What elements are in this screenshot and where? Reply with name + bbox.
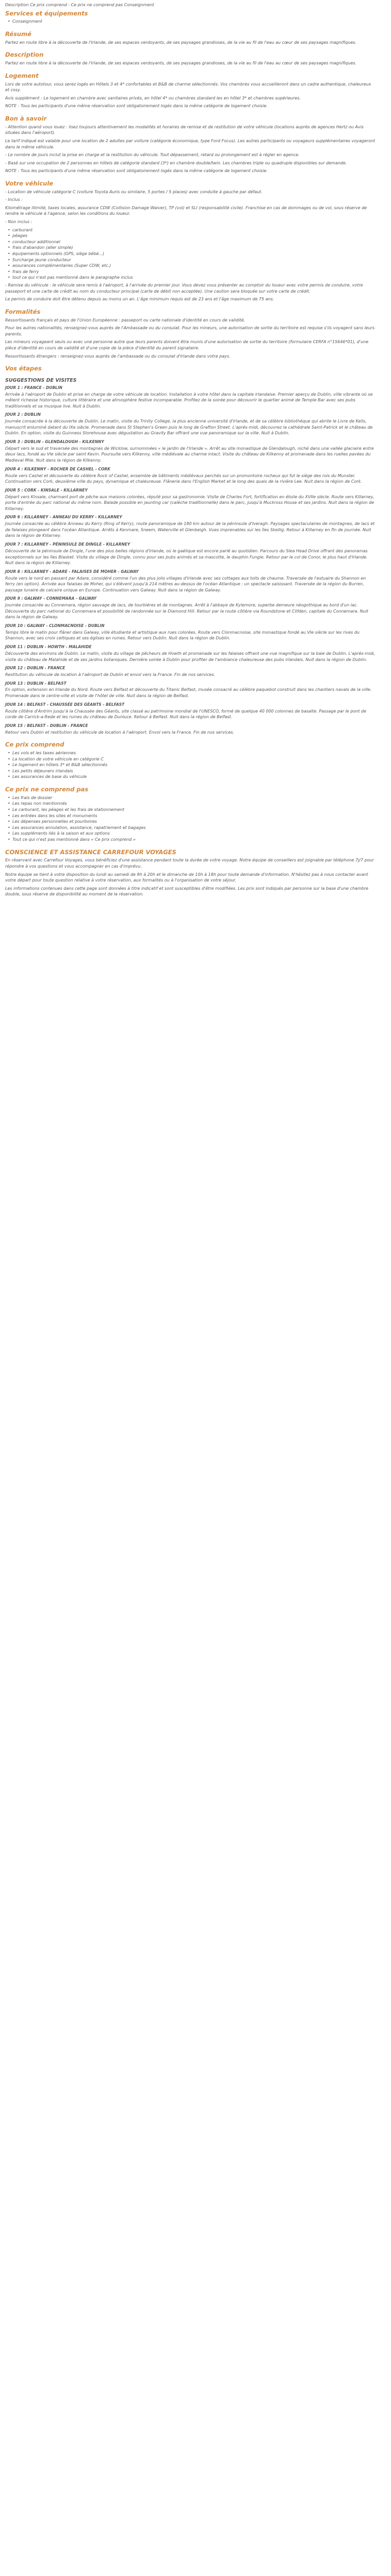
day-heading: JOUR 3 : DUBLIN - GLENDALOUGH - KILKENNY [5, 439, 104, 445]
list-item: • équipements optionnels (GPS, siège bébé...) [12, 251, 376, 257]
itinerary-day [5, 515, 376, 539]
bon-a-savoir-title: Bon à savoir [5, 114, 47, 122]
day-text: Découverte des environs de Dublin. Le matin, visite du village de pêcheurs de Howth et promenade sur les falaises offrant une vue magnifique sur la baie de Dublin. L'après-midi, visite du château de Malahide et de ses jardins botaniques. Dernière soirée à Dublin pour profiter de l'ambiance chaleureuse des pubs irlandais. Nuit dans la région de Dublin. [5, 651, 376, 662]
bon-a-savoir-paragraph: - Le nombre de jours inclut la prise en charge et la restitution du véhicule. Tout dépassement, retard ou prolongement est à régler en agence. [5, 152, 300, 158]
day-text: Restitution du véhicule de location à l'aéroport de Dublin et envol vers la France. Fin de nos services. [5, 672, 216, 677]
itinerary-day [5, 542, 376, 566]
resume-title: Résumé [5, 30, 31, 38]
vehicule-inclus-label: - Inclus : [5, 197, 23, 202]
list-item: • péages [12, 233, 376, 239]
day-heading: JOUR 5 : CORK - KINSALE - KILLARNEY [5, 487, 88, 493]
description-text: Partez en route libre à la découverte de l'Irlande, de ses espaces verdoyants, de ses paysages grandioses, de la vie au fil de l'eau au cœur de ses paysages magnifiques. [5, 61, 356, 66]
assistance-paragraph: Notre équipe se tient à votre disposition du lundi au samedi de 9h à 20h et le dimanche de 10h à 18h pour toute demande d'information. N'hésitez pas à nous contacter avant votre départ pour toute question relative à votre réservation, aux formalités ou à l'organisation de votre séjour. [5, 872, 368, 883]
itinerary-day [5, 385, 376, 410]
day-heading: JOUR 8 : KILLARNEY - ADARE - FALAISES DE MOHER - GALWAY [5, 569, 139, 574]
list-item: • Le logement en hôtels 3* et B&B sélectionnés [12, 762, 376, 768]
itinerary-day [5, 439, 376, 464]
non-inclus-title: Ce prix ne comprend pas [5, 785, 89, 793]
day-text: Découverte de la péninsule de Dingle, l'une des plus belles régions d'Irlande, où le gaélique est encore parlé au quotidien. Parcours du Slea Head Drive offrant des panoramas exceptionnels sur les îles Blasket. Visite du village de Dingle, connu pour ses pubs animés et sa mascotte, le dauphin Fungie. Retour par le col de Conor, le plus haut d'Irlande. Nuit dans la région de Killarney. [5, 548, 368, 566]
itinerary-day [5, 596, 376, 620]
itinerary-day [5, 666, 376, 677]
formalites-paragraph: Ressortissants français et pays de l'Union Européenne : passeport ou carte nationale d'identité en cours de validité. [5, 317, 246, 323]
list-item: • carburant [12, 227, 376, 233]
day-heading: JOUR 4 : KILKENNY - ROCHER DE CASHEL - CORK [5, 466, 110, 471]
itinerary-day [5, 702, 376, 720]
day-heading: JOUR 15 : BELFAST - DUBLIN - FRANCE [5, 723, 88, 728]
list-item: • Tout ce qui n'est pas mentionné dans « Ce prix comprend » [12, 837, 376, 843]
day-text: Route vers Cashel et découverte du célèbre Rock of Cashel, ensemble de bâtiments médiévaux perchés sur un promontoire rocheux qui fut le siège des rois du Munster. Continuation vers Cork, deuxième ville du pays, dynamique et chaleureuse. Flânerie dans l'English Market et le long des quais de la rivière Lee. Nuit dans la région de Cork. [5, 473, 362, 484]
list-item: • Surcharge jeune conducteur [12, 257, 376, 263]
list-item: • conducteur additionnel [12, 239, 376, 245]
day-text: Arrivée à l'aéroport de Dublin et prise en charge de votre véhicule de location. Installation à votre hôtel dans la capitale irlandaise. Premier aperçu de Dublin, ville vibrante où se mêlent richesse historique, culture littéraire et une atmosphère festive incomparable. Profitez de la soirée pour découvrir le quartier animé de Temple Bar avec ses pubs traditionnels et sa musique live. Nuit à Dublin. [5, 392, 373, 409]
bon-a-savoir-paragraph: Le tarif indiqué est valable pour une location de 2 adultes par voiture (catégorie économique, type Ford Focus). Les autres participants ou voyageurs supplémentaires voyageront dans le même véhicule. [5, 138, 376, 149]
day-text: En option, extension en Irlande du Nord. Route vers Belfast et découverte du Titanic Belfast, musée consacré au célèbre paquebot construit dans les chantiers navals de la ville. Promenade dans le centre-ville et visite de l'hôtel de ville. Nuit dans la région de Belfast. [5, 687, 372, 699]
logement-paragraph: Lors de votre autotour, vous serez logés en Hôtels 3 et 4* confortables et B&B de charme sélectionnés. Vos chambres vous accueilleront dans un cadre authentique, chaleureux et cosy. [5, 81, 371, 93]
formalites-title: Formalités [5, 308, 41, 315]
day-text: Départ vers le sud et traversée des montagnes de Wicklow, surnommées « le jardin de l'Irlande ». Arrêt au site monastique de Glendalough, niché dans une vallée glaciaire entre deux lacs, fondé au VIe siècle par saint Kevin. Poursuite vers Kilkenny, ville médiévale au charme intact. Visite du château de Kilkenny et promenade dans les ruelles pavées du Medieval Mile. Nuit dans la région de Kilkenny. [5, 446, 374, 463]
list-item: • La location de votre véhicule en catégorie C [12, 756, 376, 762]
vehicule-paragraph: Kilométrage illimité, taxes locales, assurance CDW (Collision Damage Waiver), TP (vol) et SLI (responsabilité civile). Franchise en cas de dommages ou de vol, sous réserve de rendre le véhicule à l'agence, selon les conditions du loueur. [5, 205, 367, 216]
day-heading: JOUR 12 : DUBLIN - FRANCE [5, 666, 66, 671]
day-text: Temps libre le matin pour flâner dans Galway, ville étudiante et artistique aux rues colorées. Route vers Clonmacnoise, site monastique fondé au VIe siècle sur les rives du Shannon, avec ses croix celtiques et ses églises en ruines. Retour vers Dublin. Nuit dans la région de Dublin. [5, 630, 360, 641]
list-item: • Les suppléments liés à la saison et aux options [12, 831, 376, 837]
day-heading: JOUR 10 : GALWAY - CLONMACNOISE - DUBLIN [5, 623, 105, 629]
logement-note: NOTE : Tous les participants d'une même réservation sont obligatoirement logés dans la même catégorie de logement choisie. [5, 104, 268, 109]
list-item: • Les frais de dossier [12, 795, 376, 801]
bon-a-savoir-paragraph: - Basé sur une occupation de 2 personnes en hôtels de catégorie standard (3*) en chambre double/twin. Les chambres triple ou quadruple disponibles sur demande. [5, 160, 347, 165]
day-text: Départ vers Kinsale, charmant port de pêche aux maisons colorées, réputé pour sa gastronomie. Visite de Charles Fort, fortification en étoile du XVIIe siècle. Route vers Killarney, porte d'entrée du parc national du même nom. Balade possible en jaunting car (calèche traditionnelle) dans le parc, jusqu'à Muckross House et ses jardins. Nuit dans la région de Killarney. [5, 494, 374, 511]
day-heading: JOUR 9 : GALWAY - CONNEMARA - GALWAY [5, 596, 97, 601]
day-text: Journée consacrée au célèbre Anneau du Kerry (Ring of Kerry), route panoramique de 180 km autour de la péninsule d'Iveragh. Paysages spectaculaires de montagnes, de lacs et de falaises plongeant dans l'océan Atlantique. Arrêts à Kenmare, Sneem, Waterville et Glenbeigh. Vues imprenables sur les îles Skellig. Retour à Killarney en fin de journée. Nuit dans la région de Killarney. [5, 521, 375, 538]
vehicule-paragraph: - Location de véhicule catégorie C (voiture Toyota Auris ou similaire, 5 portes / 5 places) avec conduite à gauche par défaut. [5, 189, 263, 194]
itinerary-day [5, 467, 376, 485]
vehicule-non-inclus-list [5, 227, 376, 281]
day-heading: JOUR 1 : FRANCE - DUBLIN [5, 385, 62, 390]
itinerary-day [5, 488, 376, 512]
formalites-paragraph: Les mineurs voyageant seuls ou avec une personne autre que leurs parents doivent être munis d'une autorisation de sortie du territoire (formulaire CERFA n°15646*01), d'une pièce d'identité en cours de validité et d'une copie de la pièce d'identité du parent signataire. [5, 340, 369, 350]
day-text: Journée consacrée au Connemara, région sauvage de lacs, de tourbières et de montagnes. Arrêt à l'abbaye de Kylemore, superbe demeure néogothique au bord d'un lac. Découverte du parc national du Connemara et possibilité de randonnée sur le Diamond Hill. Retour par la route côtière via Roundstone et Clifden, capitale du Connemara. Nuit dans la région de Galway. [5, 603, 368, 620]
non-inclus-list [5, 795, 376, 843]
day-heading: JOUR 2 : DUBLIN [5, 412, 41, 417]
day-text: Retour vers Dublin et restitution du véhicule de location à l'aéroport. Envol vers la France. Fin de nos services. [5, 730, 234, 735]
services-title: Services et équipements [5, 9, 88, 17]
itinerary-day [5, 723, 376, 735]
list-item: • Les assurances annulation, assistance, rapatriement et bagages [12, 825, 376, 831]
list-item: • Les dépenses personnelles et pourboires [12, 819, 376, 825]
day-text: Route côtière d'Antrim jusqu'à la Chaussée des Géants, site classé au patrimoine mondial de l'UNESCO, formé de quelque 40 000 colonnes de basalte. Passage par le pont de corde de Carrick-a-Rede et les ruines du château de Dunluce. Retour à Belfast. Nuit dans la région de Belfast. [5, 708, 367, 720]
day-text: Journée consacrée à la découverte de Dublin. Le matin, visite du Trinity College, la plus ancienne université d'Irlande, et de sa célèbre bibliothèque qui abrite le Livre de Kells, manuscrit enluminé datant du IXe siècle. Promenade dans St Stephen's Green puis le long de Grafton Street. L'après-midi, découvrez la cathédrale Saint-Patrick et le château de Dublin. En option, visite du Guinness Storehouse avec dégustation au Gravity Bar offrant une vue panoramique sur la ville. Nuit à Dublin. [5, 419, 373, 436]
assistance-title: CONSCIENCE ET ASSISTANCE CARREFOUR VOYAGES [5, 848, 176, 856]
vehicule-paragraph: - Remise du véhicule : le véhicule sera remis à l'aéroport, à l'arrivée du premier jour. Vous devez vous présenter au comptoir du loueur avec votre permis de conduire, votre passeport et une carte de crédit au nom du conducteur principal (carte de débit non acceptée). Une caution sera bloquée sur votre carte de crédit. [5, 283, 363, 294]
etapes-subtitle: SUGGESTIONS DE VISITES [5, 377, 77, 383]
itinerary [5, 385, 376, 736]
vehicule-paragraph: Le permis de conduire doit être détenu depuis au moins un an. L'âge minimum requis est de 23 ans et l'âge maximum de 75 ans. [5, 297, 274, 302]
formalites-paragraph: Pour les autres nationalités, renseignez-vous auprès de l'Ambassade ou du consulat. Pour les mineurs, une autorisation de sortie du territoire est requise s'ils voyagent sans leurs parents. [5, 326, 375, 336]
list-item: • tout ce qui n'est pas mentionné dans le paragraphe inclus [12, 275, 376, 281]
list-item: • Les petits déjeuners irlandais [12, 768, 376, 774]
day-heading: JOUR 7 : KILLARNEY - PÉNINSULE DE DINGLE - KILLARNEY [5, 542, 131, 547]
day-heading: JOUR 14 : BELFAST - CHAUSSÉE DES GÉANTS - BELFAST [5, 702, 125, 707]
bon-a-savoir-paragraph: - Attention quand vous louez : lisez toujours attentivement les modalités et horaires de remise et de restitution de votre véhicule (locations auprès de agences Hertz ou Avis situées dans l'aéroport). [5, 124, 364, 135]
itinerary-day [5, 412, 376, 436]
list-item: • assurances complémentaires (Super CDW, etc.) [12, 263, 376, 269]
list-item: • Conseignment [12, 19, 376, 25]
list-item: • Les vols et les taxes aériennes [12, 750, 376, 756]
page [0, 0, 381, 910]
list-item: • Les assurances de base du véhicule [12, 774, 376, 780]
vehicule-non-inclus-label: - Non inclus : [5, 219, 32, 225]
day-heading: JOUR 13 : DUBLIN - BELFAST [5, 681, 67, 686]
description-title: Description [5, 51, 44, 59]
resume-text: Partez en route libre à la découverte de l'Irlande, de ses espaces verdoyants, de ses paysages grandioses, de la vie au fil de l'eau au cœur de ses paysages magnifiques. [5, 40, 356, 45]
day-heading: JOUR 11 : DUBLIN - HOWTH - MALAHIDE [5, 645, 92, 650]
etapes-title: Vos étapes [5, 365, 42, 372]
assistance-paragraph: En réservant avec Carrefour Voyages, vous bénéficiez d'une assistance pendant toute la durée de votre voyage. Notre équipe de conseillers est joignable par téléphone 7j/7 pour répondre à vos questions et vous accompagner en cas d'imprévu. [5, 858, 374, 869]
bon-a-savoir-note: NOTE : Tous les participants d'une même réservation sont obligatoirement logés dans la même catégorie de logement choisie. [5, 168, 268, 174]
list-item: • Les entrées dans les sites et monuments [12, 813, 376, 819]
list-item: • frais d'abandon (aller simple) [12, 245, 376, 251]
inclus-list [5, 750, 376, 780]
day-heading: JOUR 6 : KILLARNEY - ANNEAU DU KERRY - KILLARNEY [5, 515, 122, 520]
itinerary-day [5, 569, 376, 594]
itinerary-day [5, 681, 376, 699]
list-item: • Les repas non mentionnés [12, 801, 376, 807]
itinerary-day [5, 645, 376, 663]
top-line: Description Ce prix comprend - Ce prix ne comprend pas Conseignment [5, 3, 154, 7]
assistance-paragraph: Les informations contenues dans cette page sont données à titre indicatif et sont susceptibles d'être modifiées. Les prix sont indiqués par personne sur la base d'une chambre double, sous réserve de disponibilité au moment de la réservation. [5, 886, 368, 897]
itinerary-day [5, 623, 376, 641]
services-list [5, 19, 376, 25]
logement-title: Logement [5, 72, 39, 79]
list-item: • Le carburant, les péages et les frais de stationnement [12, 807, 376, 813]
logement-paragraph: Avis supplément : Le logement en chambre avec sanitaires privés, en hôtel 4* ou chambres standard les en hôtel 3* et chambres supérieures. [5, 95, 301, 100]
formalites-paragraph: Ressortissants étrangers : renseignez-vous auprès de l'ambassade ou du consulat d'Irlande dans votre pays. [5, 353, 231, 359]
inclus-title: Ce prix comprend [5, 741, 64, 749]
list-item: • frais de ferry [12, 269, 376, 275]
day-text: Route vers le nord en passant par Adare, considéré comme l'un des plus jolis villages d'Irlande avec ses cottages aux toits de chaume. Traversée de l'estuaire du Shannon en ferry (en option). Arrivée aux falaises de Moher, qui s'élèvent jusqu'à 214 mètres au-dessus de l'océan Atlantique : un spectacle saisissant. Traversée de la région du Burren, paysage lunaire de calcaire unique en Europe. Continuation vers Galway. Nuit dans la région de Galway. [5, 575, 366, 592]
vehicule-title: Votre véhicule [5, 179, 54, 187]
